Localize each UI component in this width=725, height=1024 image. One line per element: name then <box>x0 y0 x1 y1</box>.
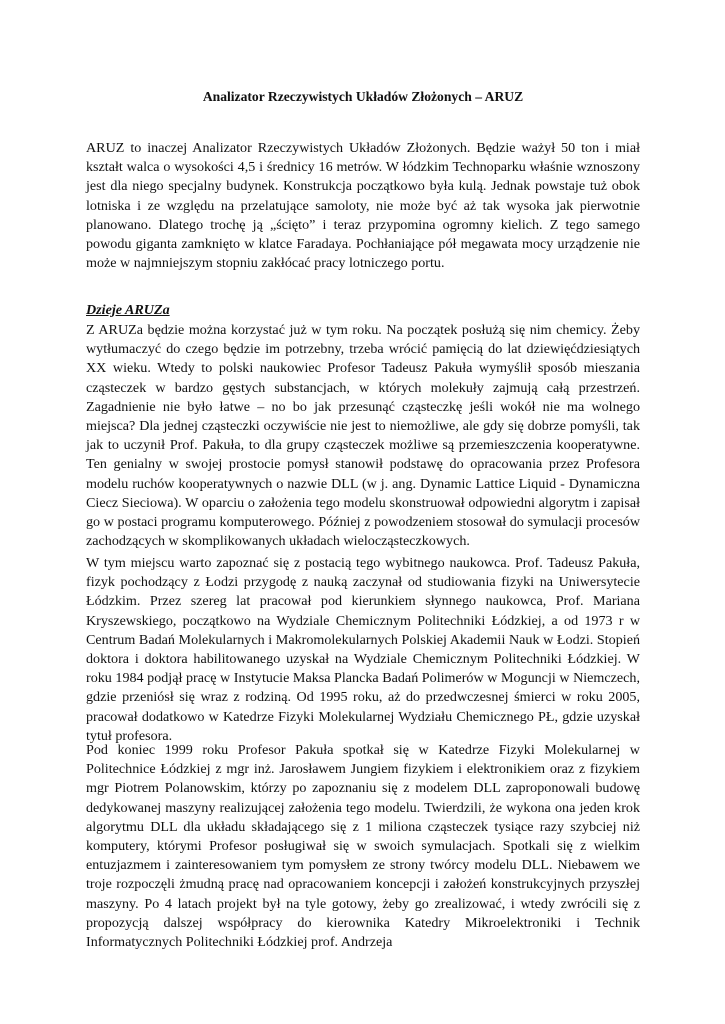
section-heading: Dzieje ARUZa <box>86 302 170 318</box>
document-title: Analizator Rzeczywistych Układów Złożonych – ARUZ <box>202 89 524 104</box>
section-paragraph-1: Z ARUZa będzie można korzystać już w tym roku. Na początek posłużą się nim chemicy. Żeby wytłumaczyć do czego będzie im potrzebny, trzeba wrócić pamięcią do lat dziewięćdziesiątych XX wieku. Wtedy to polski naukowiec Profesor Tadeusz Pakuła wymyślił sposób mieszania cząsteczek w bardzo gęstych substancjach, w których molekuły zajmują całą przestrzeń. Zagadnienie nie było łatwe – no bo jak przesunąć cząsteczkę jeśli wokół nie ma wolnego miejsca? Dla jednej cząsteczki oczywiście nie jest to niemożliwe, ale gdy się dobrze pomyśli, tak jak to uczynił Prof. Pakuła, to dla grupy cząsteczek możliwe są przemieszczenia kooperatywne. Ten genialny w swojej prostocie pomysł stanowił podstawę do opracowania przez Profesora modelu ruchów kooperatywnych o nazwie DLL (w j. ang. Dynamic Lattice Liquid - Dynamiczna Ciecz Sieciowa). W oparciu o założenia tego modelu skonstruował odpowiedni algorytm i zapisał go w postaci programu komputerowego. Później z powodzeniem stosował do symulacji procesów zachodzących w skomplikowanych układach wielocząsteczkowych. <box>86 322 640 550</box>
section-paragraph-2: W tym miejscu warto zapoznać się z postacią tego wybitnego naukowca. Prof. Tadeusz Pakuła, fizyk pochodzący z Łodzi przygodę z nauką zaczynał od studiowania fizyki na Uniwersytecie Łódzkim. Przez szereg lat pracował pod kierunkiem słynnego naukowca, Prof. Mariana Kryszewskiego, początkowo na Wydziale Chemicznym Politechniki Łódzkiej, a od 1973 r w Centrum Badań Molekularnych i Makromolekularnych Polskiej Akademii Nauk w Łodzi. Stopień doktora i doktora habilitowanego uzyskał na Wydziale Chemicznym Politechniki Łódzkiej. W roku 1984 podjął pracę w Instytucie Maksa Plancka Badań Polimerów w Moguncji w Niemczech, gdzie przeniósł się wraz z rodziną. Od 1995 roku, aż do przedwczesnej śmierci w roku 2005, pracował dodatkowo w Katedrze Fizyki Molekularnej Wydziału Chemicznego PŁ, gdzie uzyskał tytuł profesora. <box>86 555 640 744</box>
intro-paragraph: ARUZ to inaczej Analizator Rzeczywistych Układów Złożonych. Będzie ważył 50 ton i miał kształt walca o wysokości 4,5 i średnicy 16 metrów. W łódzkim Technoparku właśnie wznoszony jest dla niego specjalny budynek. Konstrukcja początkowo była kulą. Jednak powstaje tuż obok lotniska i ze względu na przelatujące samoloty, nie może być aż tak wysoka jak pierwotnie planowano. Dlatego trochę ją „ścięto” i teraz przypomina ogromny kielich. Z tego samego powodu giganta zamknięto w klatce Faradaya. Pochłaniające pół megawata mocy urządzenie nie może w najmniejszym stopniu zakłócać pracy lotniczego portu. <box>86 140 640 272</box>
section-paragraph-3: Pod koniec 1999 roku Profesor Pakuła spotkał się w Katedrze Fizyki Molekularnej w Politechnice Łódzkiej z mgr inż. Jarosławem Jungiem fizykiem i elektronikiem oraz z fizykiem mgr Piotrem Polanowskim, którzy po zapoznaniu się z modelem DLL zaproponowali budowę dedykowanej maszyny realizującej założenia tego modelu. Twierdzili, że wykona ona jeden krok algorytmu DLL dla układu składającego się z 1 miliona cząsteczek tysiące razy szybciej niż komputery, którymi Profesor posługiwał się w swoich symulacjach. Spotkali się z wielkim entuzjazmem i zainteresowaniem tym pomysłem ze strony twórcy modelu DLL. Niebawem we troje rozpoczęli żmudną pracę nad opracowaniem koncepcji i założeń konstrukcyjnych przyszłej maszyny. Po 4 latach projekt był na tyle gotowy, żeby go zrealizować, i wtedy zwrócili się z propozycją dalszej współpracy do kierownika Katedry Mikroelektroniki i Technik Informatycznych Politechniki Łódzkiej prof. Andrzeja <box>86 742 640 951</box>
